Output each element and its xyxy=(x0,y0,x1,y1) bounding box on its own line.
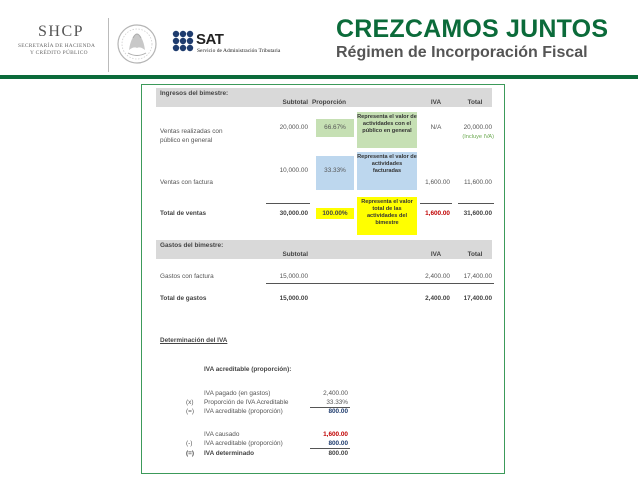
total-proporcion: 100.00% xyxy=(322,210,348,217)
calc-label: IVA determinado xyxy=(204,450,255,457)
row-label: Ventas con factura xyxy=(160,179,213,186)
calc-label: IVA pagado (en gastos) xyxy=(204,390,271,397)
sat-logo xyxy=(172,30,322,60)
calc-value: 800.00 xyxy=(328,440,348,447)
row-total: 20,000.00 xyxy=(463,124,492,131)
ingresos-section-title: Ingresos del bimestre: xyxy=(160,90,229,97)
sat-wordmark: SAT xyxy=(196,31,224,48)
calc-underline xyxy=(310,448,350,449)
gastos-section-title: Gastos del bimestre: xyxy=(160,242,224,249)
determinacion-title: Determinación del IVA xyxy=(160,337,228,344)
sat-description: Servicio de Administración Tributaria xyxy=(197,48,281,54)
brand-subtitle: Régimen de Incorporación Fiscal xyxy=(336,44,588,61)
ingresos-col-total: Total xyxy=(467,99,483,106)
subtotal-underline xyxy=(266,203,310,204)
calc-op: (-) xyxy=(186,440,193,447)
gastos-underline xyxy=(266,283,494,284)
row-label: público en general xyxy=(160,137,213,144)
total-iva: 1,600.00 xyxy=(425,210,450,217)
shcp-logo xyxy=(18,22,116,70)
shcp-subtitle-line2: Y CRÉDITO PÚBLICO xyxy=(30,50,88,56)
note-box-facturadas: Representa el valor de actividades facturadas xyxy=(357,152,417,190)
brand-title: CREZCAMOS JUNTOS xyxy=(336,15,609,43)
row-subtotal: 15,000.00 xyxy=(279,273,308,280)
calc-op: (x) xyxy=(186,399,194,406)
total-label: Total de ventas xyxy=(160,210,207,217)
calc-value: 800.00 xyxy=(328,408,348,415)
total-underline xyxy=(458,203,494,204)
total-iva: 2,400.00 xyxy=(425,295,450,302)
sat-dots-icon xyxy=(172,30,194,56)
row-subtotal: 10,000.00 xyxy=(279,167,308,174)
row-label: Gastos con factura xyxy=(160,273,214,280)
acreditable-title: IVA acreditable (proporción): xyxy=(204,366,292,373)
calc-op: (=) xyxy=(186,408,194,415)
ingresos-col-subtotal: Subtotal xyxy=(282,99,308,106)
row-proporcion: 66.67% xyxy=(324,124,346,131)
page-header xyxy=(0,0,638,78)
note-box-total: Representa el valor total de las actividades del bimestre xyxy=(357,197,417,235)
total-label: Total de gastos xyxy=(160,295,207,302)
total-subtotal: 30,000.00 xyxy=(279,210,308,217)
total-subtotal: 15,000.00 xyxy=(279,295,308,302)
row-iva: 2,400.00 xyxy=(425,273,450,280)
calc-label: IVA causado xyxy=(204,431,240,438)
header-divider xyxy=(108,18,109,72)
header-green-bar xyxy=(0,75,638,79)
row-total: 11,600.00 xyxy=(464,179,492,186)
calc-op: (=) xyxy=(186,450,194,457)
iva-underline xyxy=(420,203,452,204)
calc-label: Proporción de IVA Acreditable xyxy=(204,399,289,406)
row-iva: 1,600.00 xyxy=(425,179,450,186)
row-proporcion: 33.33% xyxy=(324,167,346,174)
row-total: 17,400.00 xyxy=(463,273,492,280)
row-subtotal: 20,000.00 xyxy=(279,124,308,131)
total-total: 17,400.00 xyxy=(463,295,492,302)
calc-value: 1,600.00 xyxy=(323,431,348,438)
calc-label: IVA acreditable (proporción) xyxy=(204,408,283,415)
row-label: Ventas realizadas con xyxy=(160,128,223,135)
ingresos-col-iva: IVA xyxy=(430,99,442,106)
gastos-col-total: Total xyxy=(467,251,483,258)
shcp-title: SHCP xyxy=(38,23,85,40)
national-emblem-icon xyxy=(116,20,158,68)
calc-value: 800.00 xyxy=(328,450,348,457)
calc-label: IVA acreditable (proporción) xyxy=(204,440,283,447)
calc-value: 2,400.00 xyxy=(323,390,348,397)
row-total-note: (Incluye IVA) xyxy=(462,134,494,140)
gastos-col-iva: IVA xyxy=(430,251,442,258)
note-box-publico: Representa el valor de actividades con el público en general xyxy=(357,112,417,148)
total-total: 31,600.00 xyxy=(463,210,492,217)
shcp-subtitle-line1: SECRETARÍA DE HACIENDA xyxy=(18,43,96,49)
row-iva: N/A xyxy=(430,124,442,131)
document-frame xyxy=(141,84,505,474)
gastos-col-subtotal: Subtotal xyxy=(282,251,308,258)
ingresos-col-proporcion: Proporción xyxy=(312,99,347,106)
calc-value: 33.33% xyxy=(326,399,348,406)
